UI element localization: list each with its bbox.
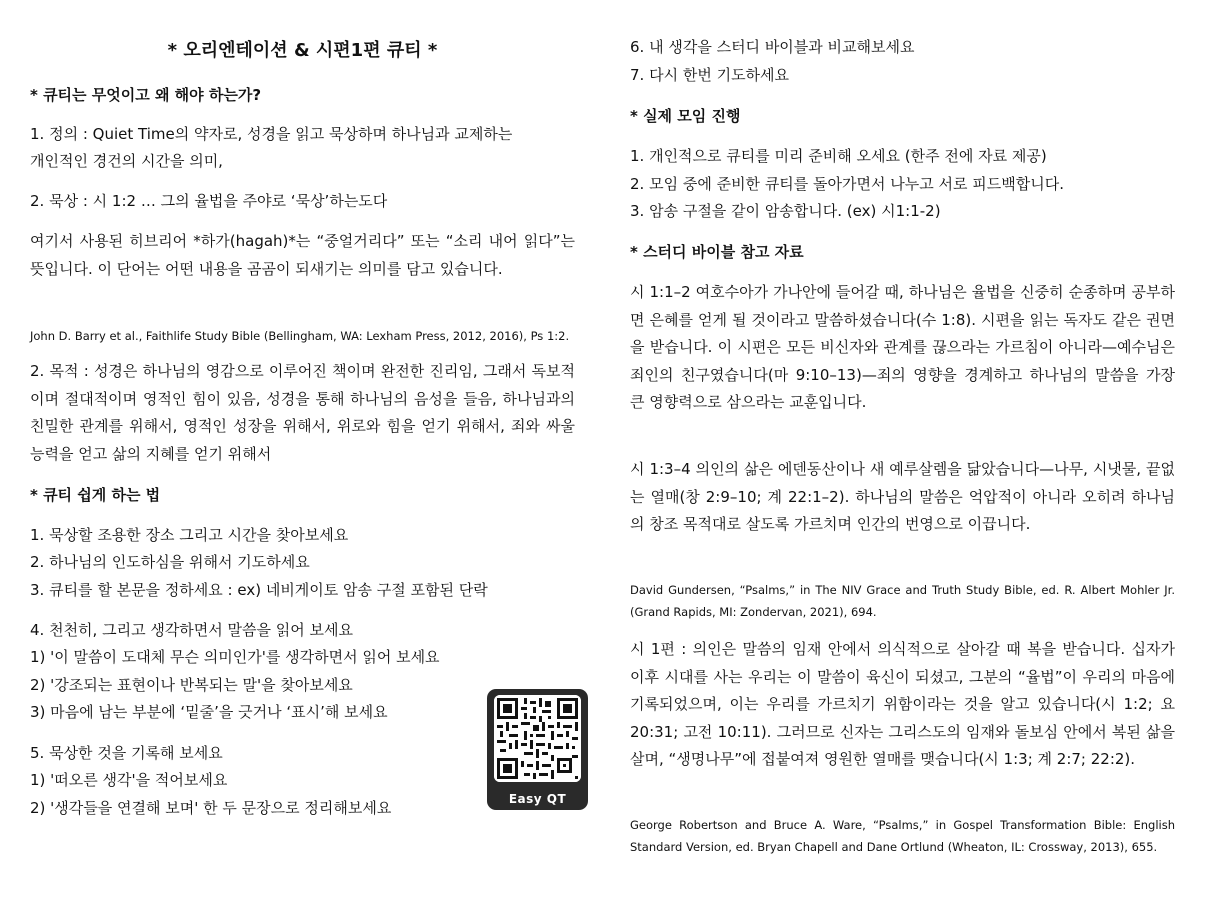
step-4: 4. 천천히, 그리고 생각하면서 말씀을 읽어 보세요 xyxy=(30,621,353,639)
step-4-sub-3: 3) 마음에 남는 부분에 ‘밑줄’을 긋거나 ‘표시’해 보세요 xyxy=(30,703,388,721)
step-3: 3. 큐티를 할 본문을 정하세요 : ex) 네비게이토 암송 구절 포함된 단락 xyxy=(30,581,488,599)
meditation-line: 2. 묵상 : 시 1:2 … 그의 율법을 주야로 ‘묵상’하는도다 xyxy=(30,192,388,210)
meeting-item-3: 3. 암송 구절을 같이 암송합니다. (ex) 시1:1-2) xyxy=(630,202,941,220)
step-4-sub-2: 2) '강조되는 표현이나 반복되는 말'을 찾아보세요 xyxy=(30,676,353,694)
citation-gundersen: David Gundersen, “Psalms,” in The NIV Grace and Truth Study Bible, ed. R. Albert Mohler Jr. (Grand Rapids, MI: Zondervan, 2021), 694. xyxy=(630,583,1175,619)
section-heading-what-is-qt: * 큐티는 무엇이고 왜 해야 하는가? xyxy=(30,86,262,104)
hagah-paragraph: 여기서 사용된 히브리어 *하가(hagah)*는 “중얼거리다” 또는 “소리 내어 읽다”는 뜻입니다. 이 단어는 어떤 내용을 곰곰이 되새기는 의미를 담고 있습니다. xyxy=(30,232,575,278)
step-2: 2. 하나님의 인도하심을 위해서 기도하세요 xyxy=(30,553,310,571)
meeting-item-2: 2. 모임 중에 준비한 큐티를 돌아가면서 나누고 서로 피드백합니다. xyxy=(630,175,1064,193)
step-5-sub-2: 2) '생각들을 연결해 보며' 한 두 문장으로 정리해보세요 xyxy=(30,799,392,817)
qr-label: Easy QT xyxy=(508,792,567,806)
purpose-paragraph: 2. 목적 : 성경은 하나님의 영감으로 이루어진 책이며 완전한 진리임, 그래서 독보적이며 절대적이며 영적인 힘이 있음, 성경을 통해 하나님의 음성을 들음, 하나님과의 친밀한 관계를 위해서, 영적인 성장을 위해서, 위로와 힘을 얻기 위해서, 죄와 싸울 능력을 얻고 삶의 지혜를 얻기 위해서 xyxy=(30,362,575,463)
step-1: 1. 묵상할 조용한 장소 그리고 시간을 찾아보세요 xyxy=(30,526,349,544)
step-7: 7. 다시 한번 기도하세요 xyxy=(630,66,790,84)
section-heading-how-to-qt: * 큐티 쉽게 하는 법 xyxy=(30,486,161,504)
citation-faithlife: John D. Barry et al., Faithlife Study Bible (Bellingham, WA: Lexham Press, 2012, 2016), Ps 1:2. xyxy=(30,329,570,343)
qr-code-icon xyxy=(494,695,581,782)
definition-line-1: 1. 정의 : Quiet Time의 약자로, 성경을 읽고 묵상하며 하나님과 교제하는 xyxy=(30,125,513,143)
study-paragraph-1: 시 1:1–2 여호수아가 가나안에 들어갈 때, 하나님은 율법을 신중히 순종하며 공부하면 은혜를 얻게 될 것이라고 말씀하셨습니다(수 1:8). 시편을 읽는 독자도 같은 권면을 받습니다. 이 시편은 모든 비신자와 관계를 끊으라는 가르침이 아니라—예수님은 죄인의 친구였습니다(마 9:10–13)—죄의 영향을 경계하고 하나님의 말씀을 가장 큰 영향력으로 삼으라는 교훈입니다. xyxy=(630,283,1175,411)
step-4-sub-1: 1) '이 말씀이 도대체 무슨 의미인가'를 생각하면서 읽어 보세요 xyxy=(30,648,440,666)
section-heading-meeting: * 실제 모임 진행 xyxy=(630,107,741,125)
step-5: 5. 묵상한 것을 기록해 보세요 xyxy=(30,744,223,762)
meeting-item-1: 1. 개인적으로 큐티를 미리 준비해 오세요 (한주 전에 자료 제공) xyxy=(630,147,1047,165)
section-heading-study-bible: * 스터디 바이블 참고 자료 xyxy=(630,243,804,261)
citation-robertson: George Robertson and Bruce A. Ware, “Psalms,” in Gospel Transformation Bible: English Standard Version, ed. Bryan Chapell and Dane Ortlund (Wheaton, IL: Crossway, 2013), 655. xyxy=(630,818,1175,854)
easy-qt-qr-badge xyxy=(487,689,588,810)
study-paragraph-2: 시 1:3–4 의인의 삶은 에덴동산이나 새 예루살렘을 닮았습니다—나무, 시냇물, 끝없는 열매(창 2:9–10; 계 22:1–2). 하나님의 말씀은 억압적이 아니라 오히려 하나님의 창조 목적대로 살도록 가르치며 인간의 번영으로 이끕니다. xyxy=(630,460,1175,533)
study-paragraph-3: 시 1편 : 의인은 말씀의 임재 안에서 의식적으로 살아갈 때 복을 받습니다. 십자가 이후 시대를 사는 우리는 이 말씀이 육신이 되셨고, 그분의 “율법”이 우리의 마음에 기록되었으며, 이는 우리를 가르치기 위함이라는 것을 알고 있습니다(시 1:2; 요 20:31; 고전 10:11). 그러므로 신자는 그리스도의 임재와 돌보심 안에서 복된 삶을 살며, “생명나무”에 접붙여져 영원한 열매를 맺습니다(시 1:3; 계 2:7; 22:2). xyxy=(630,640,1175,768)
step-6: 6. 내 생각을 스터디 바이블과 비교해보세요 xyxy=(630,38,915,56)
page-title: * 오리엔테이션 & 시편1편 큐티 * xyxy=(167,40,438,61)
step-5-sub-1: 1) '떠오른 생각'을 적어보세요 xyxy=(30,771,228,789)
definition-line-2: 개인적인 경건의 시간을 의미, xyxy=(30,152,223,170)
